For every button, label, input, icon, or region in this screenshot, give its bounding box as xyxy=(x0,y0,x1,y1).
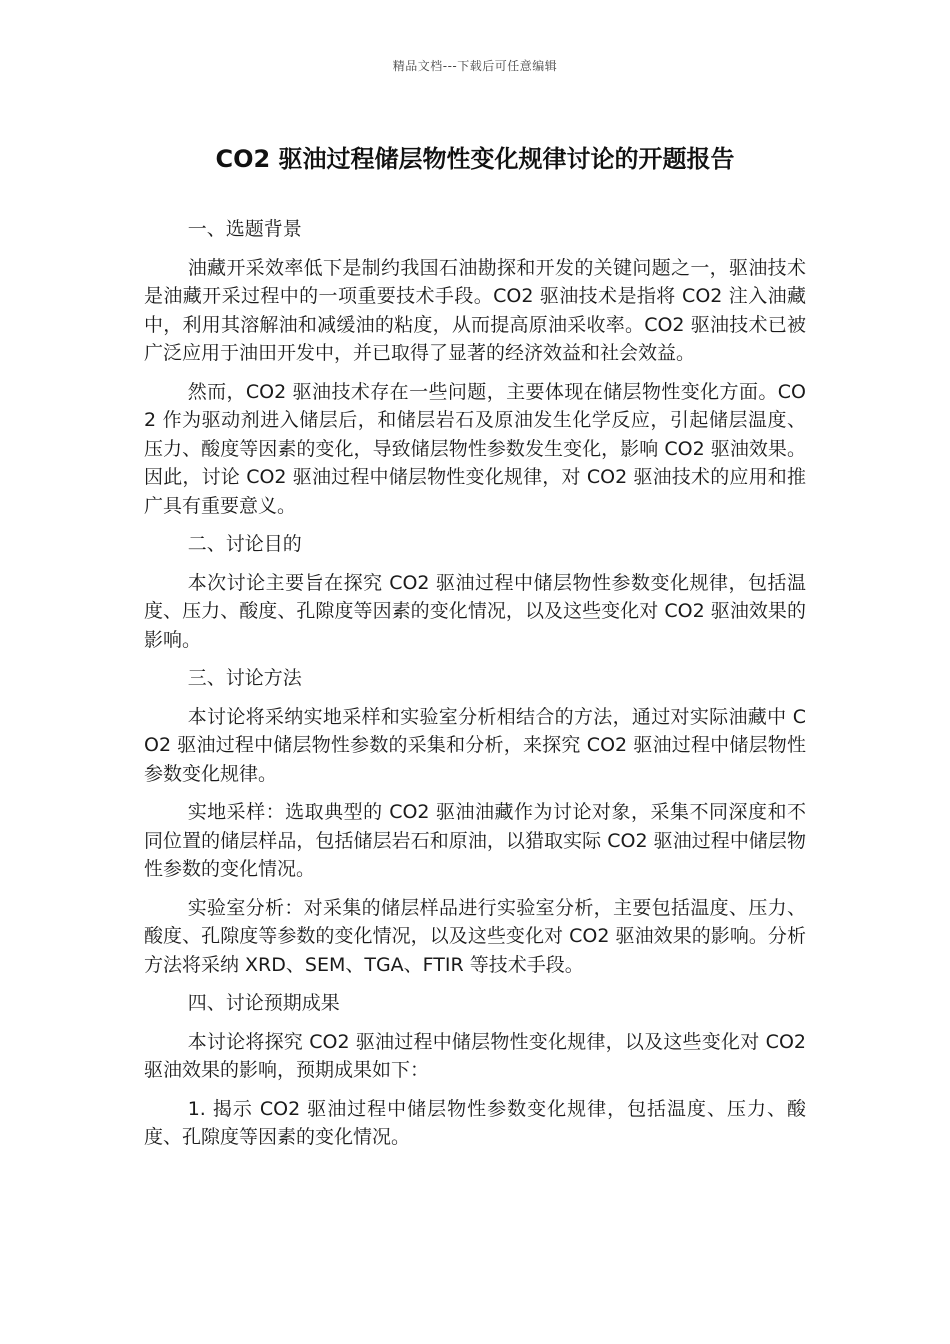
paragraph-background-1: 油藏开采效率低下是制约我国石油勘探和开发的关键问题之一，驱油技术是油藏开采过程中的一项重要技术手段。CO2 驱油技术是指将 CO2 注入油藏中，利用其溶解油和减缓油的粘度，从而提高原油采收率。CO2 驱油技术已被广泛应用于油田开发中，并已取得了显著的经济效益和社会效益。 xyxy=(144,256,806,364)
paragraph-expected-results-item-1: 1. 揭示 CO2 驱油过程中储层物性参数变化规律，包括温度、压力、酸度、孔隙度等因素的变化情况。 xyxy=(144,1097,806,1148)
document-body xyxy=(144,215,806,1162)
document-title: CO2 驱油过程储层物性变化规律讨论的开题报告 xyxy=(215,145,735,173)
section-heading-method: 三、讨论方法 xyxy=(187,667,302,689)
section-heading-expected-results: 四、讨论预期成果 xyxy=(187,992,340,1014)
section-heading-background: 一、选题背景 xyxy=(187,218,302,240)
paragraph-method-lab-analysis: 实验室分析：对采集的储层样品进行实验室分析，主要包括温度、压力、酸度、孔隙度等参数的变化情况，以及这些变化对 CO2 驱油效果的影响。分析方法将采纳 XRD、SEM、TGA、FTIR 等技术手段。 xyxy=(144,896,806,976)
paragraph-method-field-sampling: 实地采样：选取典型的 CO2 驱油油藏作为讨论对象，采集不同深度和不同位置的储层样品，包括储层岩石和原油，以猎取实际 CO2 驱油过程中储层物性参数的变化情况。 xyxy=(144,801,806,880)
paragraph-method-1: 本讨论将采纳实地采样和实验室分析相结合的方法，通过对实际油藏中 CO2 驱油过程中储层物性参数的采集和分析，来探究 CO2 驱油过程中储层物性参数变化规律。 xyxy=(144,705,806,785)
section-heading-purpose: 二、讨论目的 xyxy=(187,533,302,555)
paragraph-background-2: 然而，CO2 驱油技术存在一些问题，主要体现在储层物性变化方面。CO2 作为驱动剂进入储层后，和储层岩石及原油发生化学反应，引起储层温度、压力、酸度等因素的变化，导致储层物性参数发生变化，影响 CO2 驱油效果。因此，讨论 CO2 驱油过程中储层物性变化规律，对 CO2 驱油技术的应用和推广具有重要意义。 xyxy=(144,380,806,517)
paragraph-purpose: 本次讨论主要旨在探究 CO2 驱油过程中储层物性参数变化规律，包括温度、压力、酸度、孔隙度等因素的变化情况，以及这些变化对 CO2 驱油效果的影响。 xyxy=(144,571,806,651)
header-watermark: 精品文档---下载后可任意编辑 xyxy=(392,59,558,73)
paragraph-expected-results-intro: 本讨论将探究 CO2 驱油过程中储层物性变化规律，以及这些变化对 CO2 驱油效果的影响，预期成果如下： xyxy=(144,1030,806,1081)
